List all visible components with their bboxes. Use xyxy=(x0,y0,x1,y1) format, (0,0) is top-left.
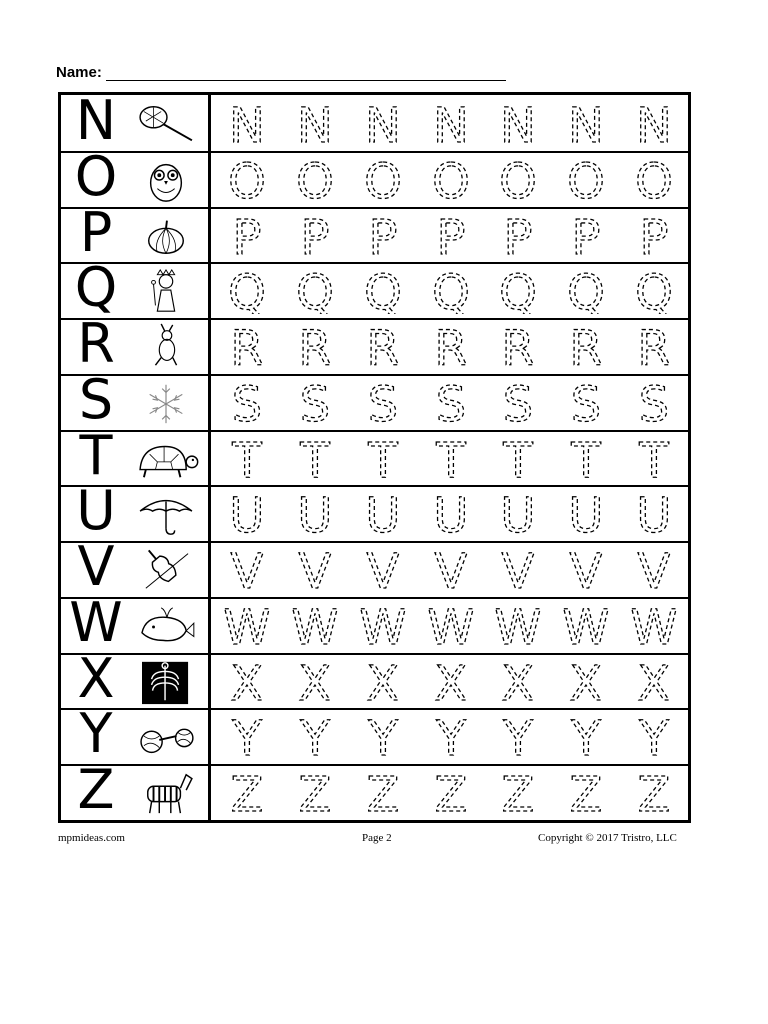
dashed-letter[interactable] xyxy=(287,547,343,593)
dashed-letter-glyph: O xyxy=(431,156,470,203)
dashed-letter-glyph: X xyxy=(366,658,400,705)
dashed-letter-glyph: X xyxy=(230,658,264,705)
model-letter: T xyxy=(79,423,113,487)
dashed-letter-glyph: S xyxy=(435,379,466,426)
dashed-letter[interactable] xyxy=(626,101,682,147)
dashed-letter[interactable] xyxy=(355,157,411,203)
dashed-letter-glyph: Q xyxy=(228,268,266,315)
dashed-letter-glyph: P xyxy=(300,212,330,259)
dashed-letter-glyph: Y xyxy=(503,714,534,761)
dashed-letter-glyph: U xyxy=(636,491,672,538)
model-letter: W xyxy=(69,590,123,654)
dashed-letter[interactable] xyxy=(219,101,275,147)
dashed-letter[interactable] xyxy=(490,101,546,147)
dashed-letter[interactable] xyxy=(558,101,614,147)
dashed-letter-glyph: T xyxy=(232,435,262,482)
dashed-letter[interactable] xyxy=(490,268,546,314)
tracing-area[interactable] xyxy=(213,597,688,653)
dashed-letter-glyph: V xyxy=(298,547,332,594)
dashed-letter-glyph: Z xyxy=(501,770,535,817)
model-letter: N xyxy=(75,89,117,152)
dashed-letter[interactable] xyxy=(423,268,479,314)
dashed-letter[interactable] xyxy=(626,324,682,370)
letter-row-z xyxy=(61,758,688,822)
letter-row-r xyxy=(61,312,688,376)
dashed-letter-glyph: Q xyxy=(499,268,538,315)
dashed-letter[interactable] xyxy=(423,770,479,816)
yarn-icon xyxy=(131,713,201,761)
dashed-letter-glyph: R xyxy=(637,324,671,371)
dashed-letter-glyph: Q xyxy=(295,268,334,315)
letter-row-y xyxy=(61,702,688,766)
dashed-letter-glyph: T xyxy=(571,435,601,482)
zebra-icon xyxy=(131,769,201,817)
dashed-letter[interactable] xyxy=(423,603,479,649)
dashed-letter[interactable] xyxy=(219,770,275,816)
dashed-letter-glyph: T xyxy=(639,435,669,482)
dashed-letter-glyph: Z xyxy=(230,770,264,817)
dashed-letter[interactable] xyxy=(558,380,614,426)
row-divider xyxy=(61,485,688,487)
dashed-letter-glyph: Y xyxy=(639,714,669,761)
letter-row-w xyxy=(61,590,688,654)
dashed-letter-glyph: T xyxy=(300,435,330,482)
dashed-letter-glyph: T xyxy=(367,435,398,482)
dashed-letter-glyph: U xyxy=(500,491,536,538)
dashed-letter-glyph: Q xyxy=(431,268,470,315)
dashed-letter[interactable] xyxy=(287,101,343,147)
dashed-letter-glyph: V xyxy=(501,547,535,594)
dashed-letter-glyph: N xyxy=(364,101,401,147)
dashed-letter[interactable] xyxy=(558,714,614,760)
dashed-letter-glyph: P xyxy=(639,212,669,259)
dashed-letter[interactable] xyxy=(219,268,275,314)
dashed-letter[interactable] xyxy=(626,380,682,426)
dashed-letter-glyph: N xyxy=(296,101,333,147)
butterfly-net-icon xyxy=(131,100,201,148)
pumpkin-icon xyxy=(131,212,201,260)
dashed-letter-glyph: Y xyxy=(367,714,398,761)
dashed-letter[interactable] xyxy=(219,157,275,203)
dashed-letter[interactable] xyxy=(355,547,411,593)
dashed-letter[interactable] xyxy=(355,101,411,147)
dashed-letter-glyph: R xyxy=(501,324,536,371)
dashed-letter-glyph: V xyxy=(366,547,400,594)
name-field[interactable] xyxy=(56,64,516,88)
dashed-letter-glyph: X xyxy=(434,658,467,705)
dashed-letter-glyph: O xyxy=(635,156,673,203)
dashed-letter-glyph: X xyxy=(298,658,332,705)
row-divider xyxy=(61,764,688,766)
dashed-letter-glyph: S xyxy=(638,379,670,426)
dashed-letter[interactable] xyxy=(626,659,682,705)
dashed-letter-glyph: V xyxy=(434,547,467,594)
row-divider xyxy=(61,262,688,264)
dashed-letter[interactable] xyxy=(490,714,546,760)
model-letter: Y xyxy=(79,702,113,766)
dashed-letter-glyph: V xyxy=(569,547,603,594)
dashed-letter[interactable] xyxy=(490,436,546,482)
tracing-area[interactable] xyxy=(213,653,688,709)
dashed-letter-glyph: O xyxy=(295,156,334,203)
dashed-letter-glyph: Q xyxy=(635,268,673,315)
model-letter: Q xyxy=(74,256,118,320)
dashed-letter[interactable] xyxy=(423,491,479,537)
dashed-letter[interactable] xyxy=(626,157,682,203)
row-divider xyxy=(61,597,688,599)
letter-row-v xyxy=(61,535,688,599)
letter-row-q xyxy=(61,256,688,320)
rabbit-icon xyxy=(131,323,201,371)
letter-row-t xyxy=(61,423,688,487)
letter-row-x xyxy=(61,646,688,710)
letter-row-o xyxy=(61,144,688,208)
tracing-area[interactable] xyxy=(213,708,688,764)
dashed-letter[interactable] xyxy=(287,157,343,203)
dashed-letter[interactable] xyxy=(355,659,411,705)
dashed-letter-glyph: W xyxy=(562,602,610,649)
dashed-letter-glyph: W xyxy=(494,602,543,649)
dashed-letter[interactable] xyxy=(287,770,343,816)
dashed-letter-glyph: U xyxy=(297,491,333,538)
row-divider xyxy=(61,708,688,710)
dashed-letter[interactable] xyxy=(219,491,275,537)
dashed-letter-glyph: T xyxy=(503,435,534,482)
dashed-letter[interactable] xyxy=(423,380,479,426)
model-letter: O xyxy=(74,144,118,208)
turtle-icon xyxy=(131,435,201,483)
x-ray-icon xyxy=(131,658,201,706)
dashed-letter-glyph: P xyxy=(503,212,533,259)
dashed-letter-glyph: P xyxy=(368,212,398,259)
dashed-letter[interactable] xyxy=(423,157,479,203)
dashed-letter-glyph: Y xyxy=(571,714,601,761)
dashed-letter-glyph: S xyxy=(367,379,398,426)
dashed-letter-glyph: O xyxy=(499,156,538,203)
dashed-letter-glyph: O xyxy=(363,156,402,203)
violin-icon xyxy=(131,546,201,594)
model-letter: S xyxy=(78,367,114,431)
tracing-area[interactable] xyxy=(213,430,688,486)
dashed-letter[interactable] xyxy=(490,491,546,537)
dashed-letter-glyph: R xyxy=(230,324,264,371)
dashed-letter[interactable] xyxy=(287,380,343,426)
dashed-letter-glyph: W xyxy=(223,602,271,649)
dashed-letter-glyph: U xyxy=(432,491,469,538)
owl-icon xyxy=(131,156,201,204)
letter-row-n xyxy=(61,89,688,152)
dashed-letter-glyph: Z xyxy=(366,770,400,817)
dashed-letter-glyph: S xyxy=(299,379,331,426)
model-letter: X xyxy=(77,646,115,710)
dashed-letter[interactable] xyxy=(423,213,479,259)
dashed-letter-glyph: Z xyxy=(637,770,671,817)
dashed-letter[interactable] xyxy=(287,491,343,537)
row-divider xyxy=(61,374,688,376)
row-divider xyxy=(61,207,688,209)
dashed-letter[interactable] xyxy=(558,436,614,482)
dashed-letter[interactable] xyxy=(219,380,275,426)
dashed-letter[interactable] xyxy=(423,714,479,760)
dashed-letter-glyph: Q xyxy=(363,268,402,315)
dashed-letter[interactable] xyxy=(219,547,275,593)
dashed-letter[interactable] xyxy=(558,603,614,649)
model-letter: V xyxy=(77,535,115,599)
tracing-area[interactable] xyxy=(213,95,688,151)
dashed-letter[interactable] xyxy=(626,770,682,816)
dashed-letter-glyph: R xyxy=(298,324,332,371)
dashed-letter[interactable] xyxy=(558,157,614,203)
dashed-letter-glyph: N xyxy=(228,101,265,147)
dashed-letter[interactable] xyxy=(423,659,479,705)
dashed-letter-glyph: P xyxy=(232,212,262,259)
tracing-area[interactable] xyxy=(213,485,688,541)
dashed-letter[interactable] xyxy=(355,603,411,649)
dashed-letter-glyph: V xyxy=(230,547,264,594)
dashed-letter-glyph: W xyxy=(291,602,339,649)
model-letter: P xyxy=(79,200,113,264)
dashed-letter-glyph: Z xyxy=(298,770,332,817)
footer-site: mpmideas.com xyxy=(58,832,125,844)
dashed-letter[interactable] xyxy=(423,324,479,370)
dashed-letter-glyph: R xyxy=(433,324,468,371)
row-divider xyxy=(61,430,688,432)
dashed-letter[interactable] xyxy=(287,213,343,259)
tracing-area[interactable] xyxy=(213,374,688,430)
dashed-letter[interactable] xyxy=(490,659,546,705)
tracing-area[interactable] xyxy=(213,541,688,597)
dashed-letter-glyph: U xyxy=(229,491,265,538)
dashed-letter[interactable] xyxy=(490,603,546,649)
dashed-letter[interactable] xyxy=(287,436,343,482)
dashed-letter-glyph: W xyxy=(358,602,407,649)
dashed-letter[interactable] xyxy=(287,603,343,649)
dashed-letter[interactable] xyxy=(287,659,343,705)
dashed-letter-glyph: X xyxy=(637,658,671,705)
dashed-letter-glyph: R xyxy=(569,324,603,371)
dashed-letter[interactable] xyxy=(219,213,275,259)
dashed-letter-glyph: N xyxy=(500,101,537,147)
dashed-letter[interactable] xyxy=(558,324,614,370)
dashed-letter-glyph: X xyxy=(569,658,603,705)
dashed-letter-glyph: S xyxy=(570,379,602,426)
footer-page: Page 2 xyxy=(362,832,392,844)
tracing-area[interactable] xyxy=(213,318,688,374)
letter-row-u xyxy=(61,479,688,543)
dashed-letter[interactable] xyxy=(355,436,411,482)
dashed-letter[interactable] xyxy=(626,213,682,259)
dashed-letter-glyph: W xyxy=(630,602,678,649)
dashed-letter[interactable] xyxy=(626,714,682,760)
name-label: Name: xyxy=(56,64,102,81)
dashed-letter-glyph: N xyxy=(636,101,673,147)
dashed-letter-glyph: U xyxy=(568,491,604,538)
dashed-letter[interactable] xyxy=(219,324,275,370)
dashed-letter[interactable] xyxy=(626,603,682,649)
dashed-letter[interactable] xyxy=(423,547,479,593)
dashed-letter-glyph: X xyxy=(501,658,535,705)
dashed-letter-glyph: V xyxy=(637,547,671,594)
dashed-letter[interactable] xyxy=(287,324,343,370)
dashed-letter[interactable] xyxy=(558,491,614,537)
queen-icon xyxy=(131,267,201,315)
dashed-letter[interactable] xyxy=(219,603,275,649)
dashed-letter[interactable] xyxy=(423,436,479,482)
dashed-letter-glyph: R xyxy=(365,324,400,371)
dashed-letter-glyph: Y xyxy=(300,714,330,761)
dashed-letter-glyph: O xyxy=(567,156,606,203)
tracing-sheet xyxy=(58,89,691,823)
footer-copyright: Copyright © 2017 Tristro, LLC xyxy=(538,832,677,844)
dashed-letter-glyph: W xyxy=(426,602,475,649)
letter-row-s xyxy=(61,367,688,431)
dashed-letter[interactable] xyxy=(355,268,411,314)
dashed-letter[interactable] xyxy=(626,547,682,593)
dashed-letter[interactable] xyxy=(287,714,343,760)
dashed-letter[interactable] xyxy=(287,268,343,314)
dashed-letter[interactable] xyxy=(355,380,411,426)
dashed-letter[interactable] xyxy=(219,659,275,705)
dashed-letter[interactable] xyxy=(626,491,682,537)
dashed-letter[interactable] xyxy=(558,213,614,259)
whale-icon xyxy=(131,602,201,650)
dashed-letter[interactable] xyxy=(558,547,614,593)
row-divider xyxy=(61,151,688,153)
dashed-letter[interactable] xyxy=(355,770,411,816)
dashed-letter-glyph: P xyxy=(436,212,465,259)
tracing-area[interactable] xyxy=(213,764,688,820)
row-divider xyxy=(61,653,688,655)
tracing-area[interactable] xyxy=(213,207,688,263)
dashed-letter-glyph: N xyxy=(432,101,469,147)
dashed-letter[interactable] xyxy=(355,714,411,760)
dashed-letter[interactable] xyxy=(355,213,411,259)
dashed-letter-glyph: Q xyxy=(567,268,606,315)
dashed-letter-glyph: S xyxy=(503,379,534,426)
dashed-letter[interactable] xyxy=(626,436,682,482)
row-divider xyxy=(61,318,688,320)
dashed-letter[interactable] xyxy=(355,491,411,537)
letter-row-p xyxy=(61,200,688,264)
tracing-area[interactable] xyxy=(213,151,688,207)
dashed-letter[interactable] xyxy=(490,547,546,593)
dashed-letter[interactable] xyxy=(219,714,275,760)
dashed-letter[interactable] xyxy=(490,770,546,816)
dashed-letter-glyph: Y xyxy=(435,714,466,761)
dashed-letter-glyph: Y xyxy=(232,714,262,761)
dashed-letter-glyph: N xyxy=(568,101,605,147)
tracing-area[interactable] xyxy=(213,262,688,318)
dashed-letter-glyph: Z xyxy=(569,770,603,817)
model-letter: Z xyxy=(77,758,115,822)
dashed-letter[interactable] xyxy=(490,380,546,426)
dashed-letter[interactable] xyxy=(355,324,411,370)
dashed-letter-glyph: P xyxy=(571,212,601,259)
dashed-letter-glyph: T xyxy=(435,435,466,482)
model-letter: U xyxy=(76,479,116,543)
model-letter: R xyxy=(77,312,115,376)
dashed-letter-glyph: O xyxy=(228,156,266,203)
dashed-letter[interactable] xyxy=(490,157,546,203)
dashed-letter-glyph: S xyxy=(231,379,263,426)
dashed-letter[interactable] xyxy=(490,213,546,259)
dashed-letter[interactable] xyxy=(558,268,614,314)
dashed-letter[interactable] xyxy=(219,436,275,482)
dashed-letter[interactable] xyxy=(558,770,614,816)
dashed-letter-glyph: Z xyxy=(434,770,467,817)
dashed-letter[interactable] xyxy=(490,324,546,370)
dashed-letter-glyph: U xyxy=(365,491,401,538)
row-divider xyxy=(61,541,688,543)
dashed-letter[interactable] xyxy=(423,101,479,147)
snowflake-icon xyxy=(131,379,201,427)
dashed-letter[interactable] xyxy=(626,268,682,314)
name-underline[interactable] xyxy=(106,80,506,81)
dashed-letter[interactable] xyxy=(558,659,614,705)
umbrella-icon xyxy=(131,490,201,538)
